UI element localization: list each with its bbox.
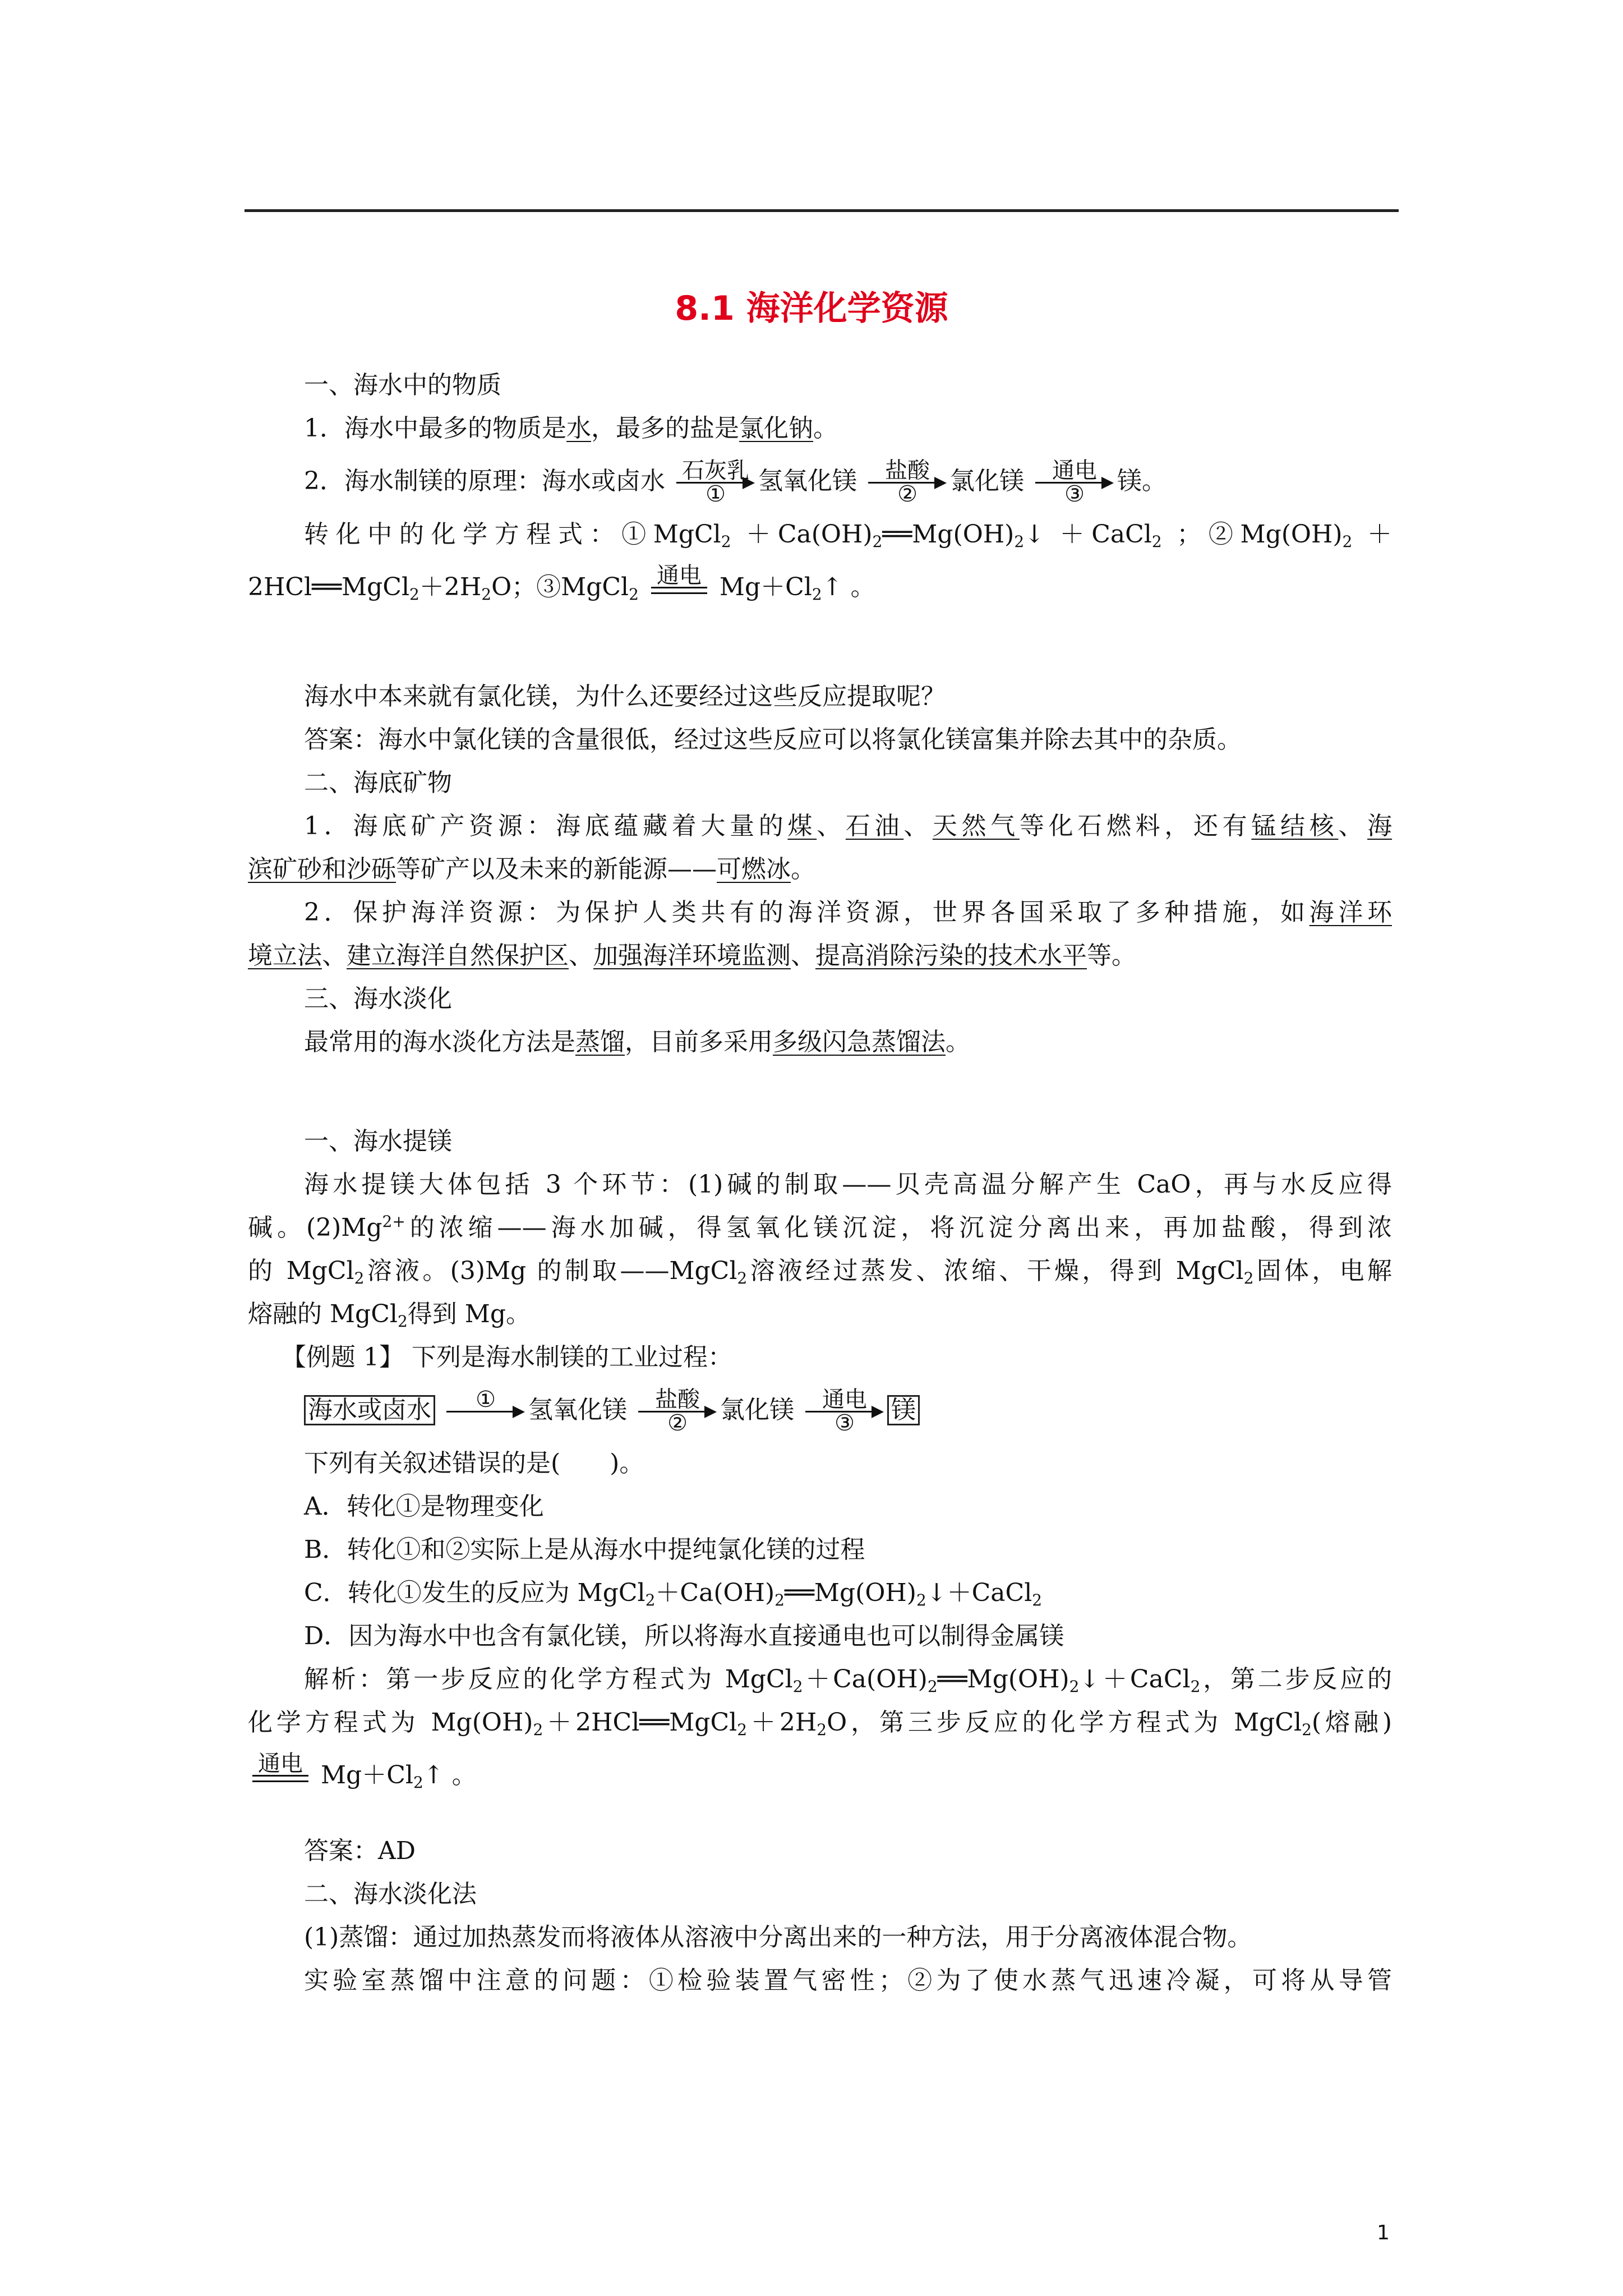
reaction-flow-line: 2．海水制镁的原理：海水或卤水 石灰乳 ① 氢氧化镁 盐酸 ② 氯化镁 通电 ③ 镁。 bbox=[304, 457, 1166, 507]
paragraph: 1．海水中最多的物质是水，最多的盐是氯化钠。 bbox=[304, 414, 838, 443]
section-heading: 二、海水淡化法 bbox=[304, 1880, 477, 1908]
section-heading: 三、海水淡化 bbox=[304, 984, 452, 1013]
paragraph: 最常用的海水淡化方法是蒸馏，目前多采用多级闪急蒸馏法。 bbox=[304, 1028, 970, 1056]
paragraph-continued: 熔融的 MgCl$_2$得到 Mg。 bbox=[248, 1300, 531, 1331]
header-rule bbox=[245, 209, 1399, 212]
paragraph: 海水提镁大体包括 3 个环节：(1)碱的制取——贝壳高温分解产生 CaO，再与水反应得 bbox=[304, 1170, 1392, 1199]
reaction-arrow: 盐酸 ② bbox=[868, 472, 947, 494]
arrowhead-icon bbox=[513, 1406, 525, 1418]
question-stem: 下列有关叙述错误的是( )。 bbox=[304, 1449, 644, 1478]
analysis: 解析：第一步反应的化学方程式为 $MgCl_2+Ca(OH)_2══Mg(OH)_2↓+CaCl_2$，第二步反应的 bbox=[304, 1665, 1392, 1696]
analysis-continued: 化学方程式为 $Mg(OH)_2+2HCl══MgCl_2+2H_2O$，第三步反应的化学方程式为 MgCl$_2$(熔融) bbox=[248, 1708, 1393, 1739]
paragraph: 1．海底矿产资源：海底蕴藏着大量的煤、石油、天然气等化石燃料，还有锰结核、海 bbox=[304, 812, 1393, 840]
reaction-arrow: ① bbox=[446, 1401, 525, 1423]
boxed-term: 镁 bbox=[887, 1395, 920, 1425]
option-d: D．因为海水中也含有氯化镁，所以将海水直接通电也可以制得金属镁 bbox=[304, 1622, 1064, 1650]
reaction-arrow: 石灰乳 ① bbox=[676, 472, 755, 494]
page-title: 8.1 海洋化学资源 bbox=[675, 289, 948, 328]
reaction-arrow: 盐酸 ② bbox=[638, 1401, 717, 1423]
page-number: 1 bbox=[1377, 2221, 1390, 2244]
reaction-arrow: 通电 ③ bbox=[805, 1401, 884, 1423]
equation-sign: 通电 bbox=[651, 577, 707, 601]
boxed-term: 海水或卤水 bbox=[304, 1395, 435, 1425]
section-heading: 一、海水提镁 bbox=[304, 1127, 452, 1156]
paragraph: 2．保护海洋资源：为保护人类共有的海洋资源，世界各国采取了多种措施，如海洋环 bbox=[304, 898, 1392, 927]
question: 海水中本来就有氯化镁，为什么还要经过这些反应提取呢？ bbox=[304, 682, 946, 711]
paragraph-continued: 碱。$(2)Mg^{2+}$的浓缩——海水加碱，得氢氧化镁沉淀，将沉淀分离出来，再加盐酸，得到浓 bbox=[248, 1212, 1392, 1242]
equation-line: $2HCl══MgCl_2+2H_2O$；③MgCl$_2$ 通电 $Mg+Cl_2↑$ 。 bbox=[248, 562, 875, 604]
answer: 答案：海水中氯化镁的含量很低，经过这些反应可以将氯化镁富集并除去其中的杂质。 bbox=[304, 725, 1242, 754]
document-body bbox=[248, 364, 1392, 2002]
option-b: B．转化①和②实际上是从海水中提纯氯化镁的过程 bbox=[304, 1535, 865, 1564]
equation-sign: 通电 bbox=[252, 1765, 308, 1789]
answer: 答案：AD bbox=[304, 1837, 416, 1865]
option-a: A．转化①是物理变化 bbox=[304, 1492, 544, 1521]
equation-line: 转化中的化学方程式：①MgCl$_2$ $+Ca(OH)_2══Mg(OH)_2↓$ ＋CaCl$_2$ ；$②Mg(OH)_2$ ＋ bbox=[304, 520, 1392, 551]
reaction-arrow: 通电 ③ bbox=[1035, 472, 1114, 494]
paragraph: (1)蒸馏：通过加热蒸发而将液体从溶液中分离出来的一种方法，用于分离液体混合物。 bbox=[304, 1923, 1252, 1952]
option-c: C．转化①发生的反应为 $MgCl_2+Ca(OH)_2══Mg(OH)_2↓+CaCl_2$ bbox=[304, 1579, 1043, 1609]
section-heading: 二、海底矿物 bbox=[304, 769, 452, 797]
analysis-continued: 通电 $Mg+Cl_2↑$ 。 bbox=[248, 1744, 1392, 1807]
paragraph-continued: 滨矿砂和沙砾等矿产以及未来的新能源——可燃冰。 bbox=[248, 855, 815, 884]
section-heading: 一、海水中的物质 bbox=[304, 371, 501, 399]
paragraph-continued: 境立法、建立海洋自然保护区、加强海洋环境监测、提高消除污染的技术水平等。 bbox=[248, 941, 1136, 970]
example-title: 【例题 1】 下列是海水制镁的工业过程： bbox=[282, 1343, 732, 1372]
example-flow: 海水或卤水 ① 氢氧化镁 盐酸 ② 氯化镁 通电 ③ 镁 bbox=[248, 1379, 1392, 1442]
paragraph: 实验室蒸馏中注意的问题：①检验装置气密性；②为了使水蒸气迅速冷凝，可将从导管 bbox=[304, 1966, 1392, 1995]
paragraph-continued: 的 MgCl$_2$溶液。(3)Mg 的制取——MgCl$_2$溶液经过蒸发、浓缩、干燥，得到 MgCl$_2$固体，电解 bbox=[248, 1257, 1392, 1287]
